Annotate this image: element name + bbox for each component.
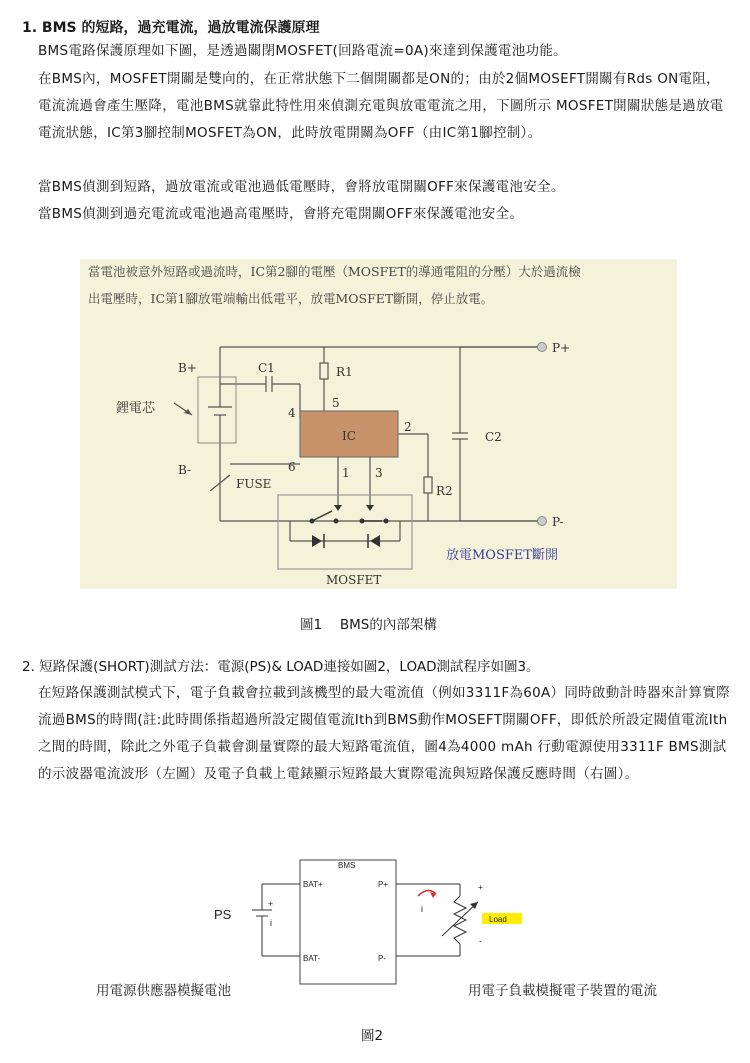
label-pminus: P-: [552, 515, 564, 529]
fig2-left-caption: 用電源供應器模擬電池: [96, 983, 231, 998]
figure1-note-line2: 出電壓時，IC第1腳放電端輸出低電平，放電MOSFET斷開，停止放電。: [88, 291, 494, 306]
section1-paragraph-2: 在BMS內，MOSFET開關是雙向的，在正常狀態下二個開關都是ON的；由於2個MOSEFT開關有Rds ON電阻，電流流過會產生壓降，電池BMS就靠此特性用來偵測充電與放電電流之用，下圖所示 MOSFET開關狀態是過放電電流狀態，IC第3腳控制MOSFET為ON，此時放電開關為OFF（由IC第1腳控制）。: [38, 71, 724, 141]
section2-paragraph: 在短路保護測試模式下，電子負載會拉載到該機型的最大電流值（例如3311F為60A）同時啟動計時器來計算實際流過BMS的時間(註:此時間係指超過所設定閥值電流Ith到BMS動作MOSEFT開關OFF，即低於所設定閥值電流Ith之間的時間，除此之外電子負載會測量實際的最大短路電流值，圖4為4000 mAh 行動電源使用3311F BMS測試的示波器電流波形（左圖）及電子負載上電錶顯示短路最大實際電流與短路保護反應時間（右圖）。: [38, 685, 730, 782]
section1-paragraph-4: 當BMS偵測到過充電流或電池過高電壓時，會將充電開關OFF來保護電池安全。: [38, 206, 524, 222]
figure2-caption: 圖2: [361, 1028, 384, 1044]
section1-paragraph-1: BMS電路保護原理如下圖，是透過關閉MOSFET(回路電流=0A)來達到保護電池功能。: [38, 43, 567, 59]
fig2-bms-label: BMS: [338, 861, 356, 870]
label-bminus: B-: [178, 463, 192, 477]
label-c2: C2: [485, 430, 502, 444]
label-pplus: P+: [552, 341, 571, 355]
label-pin5: 5: [332, 396, 340, 410]
figure1-caption: 圖1 BMS的內部架構: [300, 617, 437, 633]
figure2-test-setup: [0, 840, 750, 1010]
label-r2: R2: [436, 484, 453, 498]
label-pin1: 1: [342, 466, 350, 480]
fig2-current: i: [421, 904, 423, 914]
fig2-ps-plus: +: [268, 899, 274, 909]
label-r1: R1: [336, 365, 353, 379]
fig2-ps-label: PS: [214, 907, 232, 922]
fig2-load-plus: +: [478, 883, 483, 892]
label-pin3: 3: [375, 466, 383, 480]
figure1-bms-circuit: [80, 259, 677, 589]
fig2-load: Load: [489, 915, 507, 924]
label-fuse: FUSE: [236, 477, 272, 491]
label-mosfet: MOSFET: [326, 573, 382, 587]
label-bplus: B+: [178, 361, 197, 375]
fig2-load-minus: -: [479, 936, 482, 946]
label-pin2: 2: [404, 420, 412, 434]
fig2-right-caption: 用電子負載模擬電子裝置的電流: [468, 983, 657, 998]
label-cell: 鋰電芯: [116, 401, 156, 416]
label-c1: C1: [258, 361, 275, 375]
section1-paragraph-3: 當BMS偵測到短路，過放電流或電池過低電壓時，會將放電開關OFF來保護電池安全。: [38, 179, 565, 195]
fig2-bat-plus: BAT+: [303, 880, 323, 889]
label-ic: IC: [342, 429, 356, 443]
fig2-p-minus: P-: [378, 954, 386, 963]
fig2-p-plus: P+: [378, 880, 389, 889]
label-pin4: 4: [288, 406, 296, 420]
label-pin6: 6: [288, 460, 296, 474]
fig2-ps-minus: i: [270, 918, 272, 928]
fig2-bat-minus: BAT-: [303, 954, 321, 963]
label-discharge: 放電MOSFET斷開: [446, 548, 559, 563]
section2-title: 2. 短路保護(SHORT)測試方法：電源(PS)& LOAD連接如圖2，LOAD測試程序如圖3。: [22, 659, 540, 675]
section1-title: 1. BMS 的短路，過充電流，過放電流保護原理: [22, 20, 320, 36]
figure1-note-line1: 當電池被意外短路或過流時，IC第2腳的電壓（MOSFET的導通電阻的分壓）大於過流檢: [88, 264, 581, 279]
